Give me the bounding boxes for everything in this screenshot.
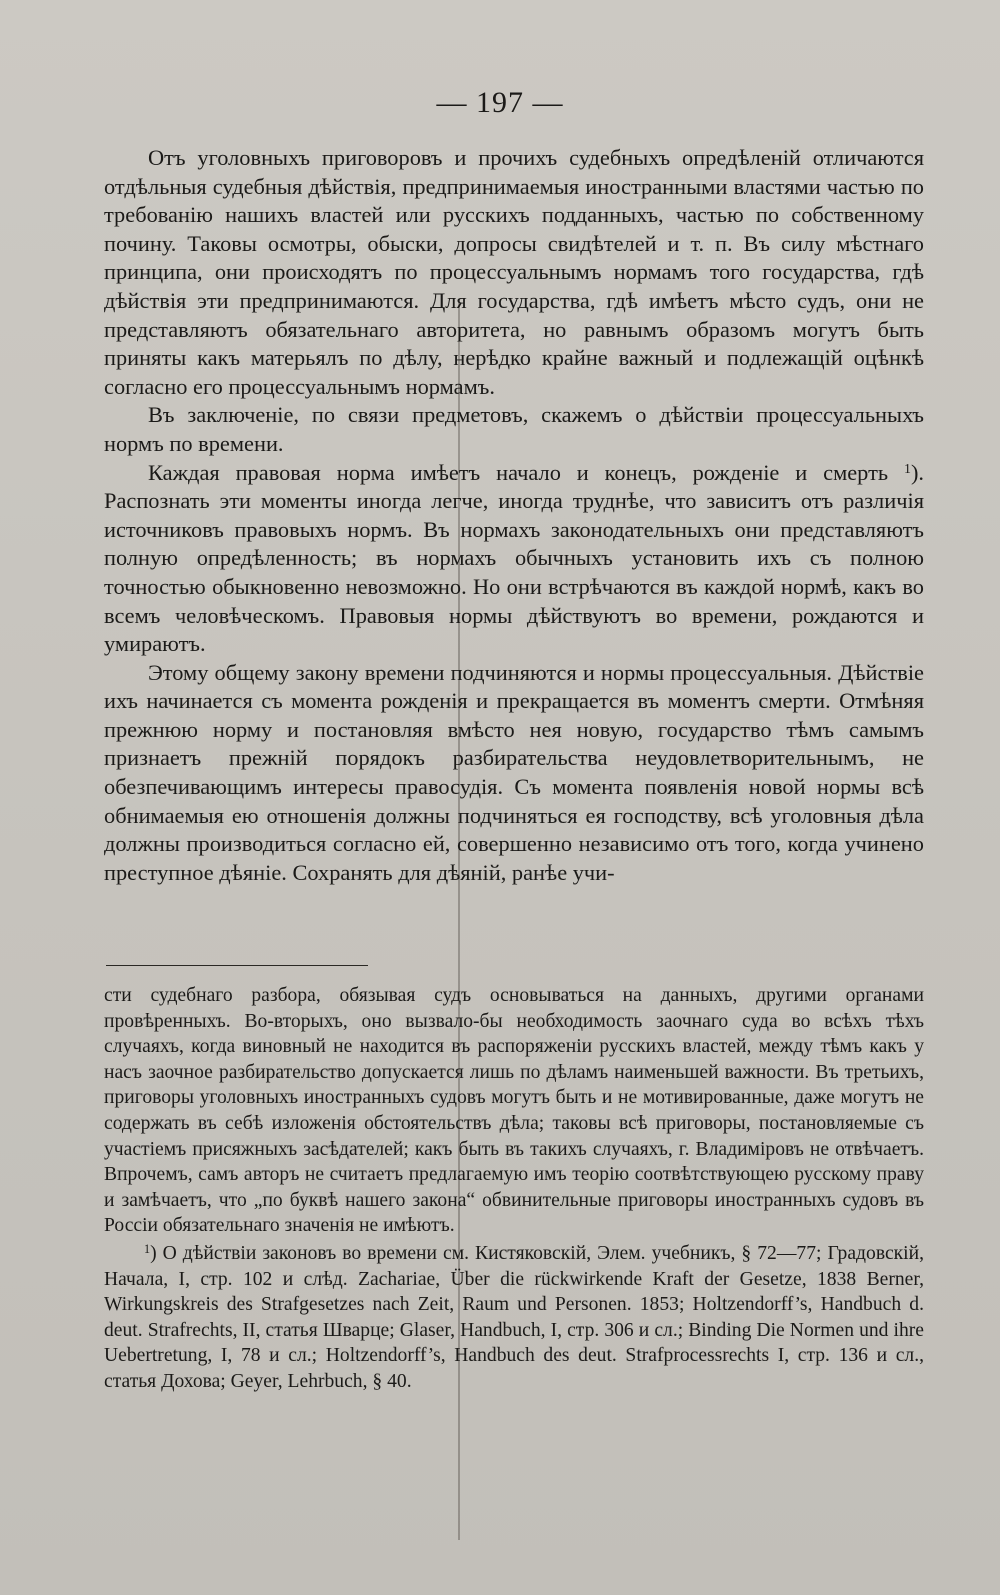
footnote-marker: 1 — [144, 1242, 151, 1257]
footnote-continuation: сти судебнаго разбора, обязывая судъ основываться на данныхъ, другими органами провѣренныхъ. Во-вторыхъ, оно вызвало-бы необходимость заочнаго суда во всѣхъ тѣхъ случаяхъ, когда виновный не находится въ распоряженіи русскихъ властей, между тѣмъ какъ у насъ заочное разбирательство допускается лишь по дѣламъ наименьшей важности. Въ третьихъ, приговоры уголовныхъ иностранныхъ судовъ могутъ быть и не мотивированные, даже могутъ не содержать въ себѣ изложенія обстоятельствъ дѣла; таковы всѣ приговоры, постановляемые съ участіемъ присяжныхъ засѣдателей; какъ быть въ такихъ случаяхъ, г. Владиміровъ не отвѣчаетъ. Впрочемъ, самъ авторъ не считаетъ предлагаемую имъ теорію соотвѣтствующею русскому праву и замѣчаетъ, что „по буквѣ нашего закона“ обвинительные приговоры иностранныхъ судовъ въ Россіи обязательнаго значенія не имѣютъ. — [104, 985, 924, 1237]
paragraph: Отъ уголовныхъ приговоровъ и прочихъ судебныхъ опредѣленій отличаются отдѣльныя судебныя дѣйствія, предпринимаемыя иностранными властями частью по требованію нашихъ властей или русскихъ подданныхъ, частью по собственному почину. Таковы осмотры, обыски, допросы свидѣтелей и т. п. Въ силу мѣстнаго принципа, они происходятъ по процессуальнымъ нормамъ того государства, гдѣ дѣйствія эти предпринимаются. Для государства, гдѣ имѣетъ мѣсто судъ, они не представляютъ обязательнаго авторитета, но равнымъ образомъ могутъ быть приняты какъ матерьялъ по дѣлу, нерѣдко крайне важный и подлежащій оцѣнкѣ согласно его процессуальнымъ нормамъ. — [104, 145, 924, 399]
paragraph: Этому общему закону времени подчиняются и нормы процессуальныя. Дѣйствіе ихъ начинается съ момента рожденія и прекращается въ моментъ смерти. Отмѣняя прежнюю норму и постановляя вмѣсто нея новую, государство тѣмъ самымъ признаетъ прежній порядокъ разбирательства неудовлетворительнымъ, не обезпечивающимъ интересы правосудія. Съ момента появленія новой нормы всѣ обнимаемыя ею отношенія должны подчиняться ея господству, всѣ уголовныя дѣла должны производиться согласно ей, совершенно независимо отъ того, когда учинено преступное дѣяніе. Сохранять для дѣяній, ранѣе учи- — [104, 659, 924, 885]
footnote-separator — [106, 965, 368, 966]
page-number: — 197 — — [436, 86, 564, 119]
footnote-text: ) О дѣйствіи законовъ во времени см. Кистяковскій, Элем. учебникъ, § 72—77; Градовскій, Начала, I, стр. 102 и слѣд. Zachariae, Über die rückwirkende Kraft der Gesetze, 1838 Berner, Wirkungskreis des Strafgesetzes nach Zeit, Raum und Personen. 1853; Holtzendorff’s, Handbuch d. deut. Strafrechts, II, статья Шварце; Glaser, Handbuch, I, стр. 306 и сл.; Binding Die Normen und ihre Uebertretung, I, 78 и сл.; Holtzendorff’s, Handbuch des deut. Strafprocessrechts I, стр. 136 и сл., статья Дохова; Geyer, Lehrbuch, § 40. — [104, 1242, 924, 1392]
paragraph — [104, 459, 924, 659]
footnotes — [104, 983, 924, 1395]
footnote-reference: 1 — [904, 462, 911, 478]
footnote — [104, 1241, 924, 1395]
main-text — [104, 144, 924, 887]
paragraph: Въ заключеніе, по связи предметовъ, скажемъ о дѣйствіи процессуальныхъ нормъ по времени. — [104, 402, 924, 456]
paragraph-text: ). Распознать эти моменты иногда легче, иногда труднѣе, что зависитъ отъ различія источниковъ правовыхъ нормъ. Въ нормахъ законодательныхъ они представляютъ полную опредѣленность; въ нормахъ обычныхъ установить ихъ съ полною точностью обыкновенно невозможно. Но они встрѣчаются въ каждой нормѣ, какъ во всемъ человѣческомъ. Правовыя нормы дѣйствуютъ во времени, рождаются и умираютъ. — [104, 459, 924, 657]
paragraph-text: Каждая правовая норма имѣетъ начало и конецъ, рожденіе и смерть — [148, 459, 889, 485]
